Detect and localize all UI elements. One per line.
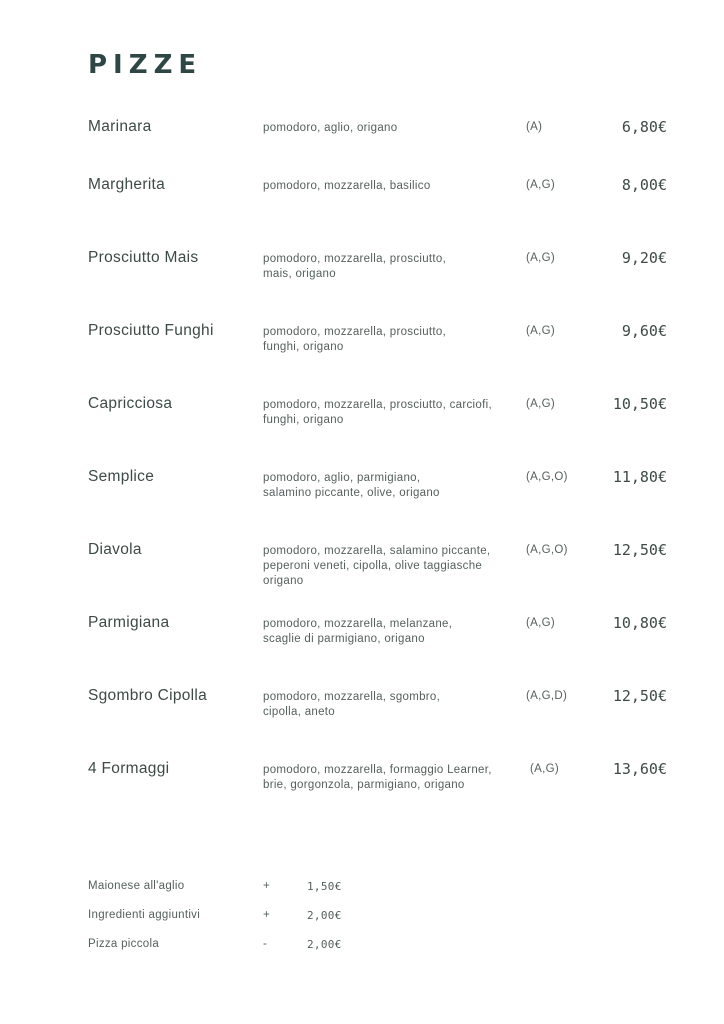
ingredients-line: pomodoro, mozzarella, prosciutto, bbox=[263, 326, 447, 338]
ingredients-line: peperoni veneti, cipolla, olive taggiasche bbox=[263, 560, 483, 572]
extra-sign: - bbox=[263, 938, 268, 950]
ingredients-line: pomodoro, mozzarella, prosciutto, bbox=[263, 253, 447, 265]
pizza-ingredients bbox=[263, 325, 446, 355]
extra-label: Ingredienti aggiuntivi bbox=[88, 909, 201, 921]
pizza-ingredients bbox=[263, 690, 440, 720]
pizza-name: Marinara bbox=[88, 118, 152, 135]
allergen-codes: (A,G,D) bbox=[526, 690, 568, 702]
allergen-codes: (A,G,O) bbox=[526, 471, 568, 483]
page-title: PIZZE bbox=[88, 50, 203, 80]
allergen-codes: (A,G) bbox=[526, 252, 555, 264]
extra-amount: 2,00€ bbox=[307, 909, 342, 922]
pizza-price: 9,60€ bbox=[621, 322, 667, 340]
ingredients-line: funghi, origano bbox=[263, 341, 344, 353]
allergen-codes: (A) bbox=[526, 121, 543, 133]
allergen-codes: (A,G) bbox=[526, 325, 555, 337]
extra-sign: + bbox=[263, 909, 271, 921]
pizza-ingredients bbox=[263, 617, 452, 647]
pizza-name: Diavola bbox=[88, 541, 142, 558]
allergen-codes: (A,G) bbox=[530, 763, 559, 775]
ingredients-line: pomodoro, mozzarella, formaggio Learner, bbox=[263, 764, 492, 776]
ingredients-line: pomodoro, aglio, origano bbox=[263, 122, 398, 134]
pizza-price: 8,00€ bbox=[621, 176, 667, 194]
ingredients-line: origano bbox=[263, 575, 304, 587]
pizza-ingredients bbox=[263, 471, 440, 501]
pizza-name: 4 Formaggi bbox=[88, 760, 170, 777]
allergen-codes: (A,G) bbox=[526, 179, 555, 191]
ingredients-line: pomodoro, mozzarella, melanzane, bbox=[263, 618, 453, 630]
ingredients-line: mais, origano bbox=[263, 268, 336, 280]
ingredients-line: pomodoro, aglio, parmigiano, bbox=[263, 472, 421, 484]
ingredients-line: pomodoro, mozzarella, sgombro, bbox=[263, 691, 441, 703]
pizza-name: Margherita bbox=[88, 176, 166, 193]
pizza-price: 9,20€ bbox=[621, 249, 667, 267]
extra-amount: 2,00€ bbox=[307, 938, 342, 951]
ingredients-line: cipolla, aneto bbox=[263, 706, 335, 718]
ingredients-line: pomodoro, mozzarella, basilico bbox=[263, 180, 431, 192]
pizza-price: 11,80€ bbox=[612, 468, 667, 486]
ingredients-line: scaglie di parmigiano, origano bbox=[263, 633, 425, 645]
extra-sign: + bbox=[263, 880, 271, 892]
pizza-ingredients bbox=[263, 252, 446, 282]
pizza-name: Sgombro Cipolla bbox=[88, 687, 208, 704]
ingredients-line: funghi, origano bbox=[263, 414, 344, 426]
pizza-price: 12,50€ bbox=[612, 687, 667, 705]
extra-label: Maionese all'aglio bbox=[88, 880, 185, 892]
pizza-name: Prosciutto Mais bbox=[88, 249, 199, 266]
extra-label: Pizza piccola bbox=[88, 938, 160, 950]
allergen-codes: (A,G) bbox=[526, 617, 555, 629]
pizza-name: Parmigiana bbox=[88, 614, 170, 631]
allergen-codes: (A,G) bbox=[526, 398, 555, 410]
pizza-name: Semplice bbox=[88, 468, 155, 485]
pizza-ingredients bbox=[263, 763, 492, 793]
pizza-price: 13,60€ bbox=[612, 760, 667, 778]
pizza-price: 12,50€ bbox=[612, 541, 667, 559]
pizza-ingredients bbox=[263, 121, 397, 136]
ingredients-line: pomodoro, mozzarella, salamino piccante, bbox=[263, 545, 491, 557]
allergen-codes: (A,G,O) bbox=[526, 544, 568, 556]
ingredients-line: pomodoro, mozzarella, prosciutto, carciofi, bbox=[263, 399, 492, 411]
pizza-price: 6,80€ bbox=[621, 118, 667, 136]
pizza-ingredients bbox=[263, 179, 431, 194]
pizza-ingredients bbox=[263, 398, 492, 428]
pizza-name: Prosciutto Funghi bbox=[88, 322, 214, 339]
ingredients-line: brie, gorgonzola, parmigiano, origano bbox=[263, 779, 465, 791]
extra-amount: 1,50€ bbox=[307, 880, 342, 893]
pizza-price: 10,80€ bbox=[612, 614, 667, 632]
pizza-ingredients bbox=[263, 544, 490, 589]
ingredients-line: salamino piccante, olive, origano bbox=[263, 487, 440, 499]
pizza-price: 10,50€ bbox=[612, 395, 667, 413]
pizza-name: Capricciosa bbox=[88, 395, 173, 412]
